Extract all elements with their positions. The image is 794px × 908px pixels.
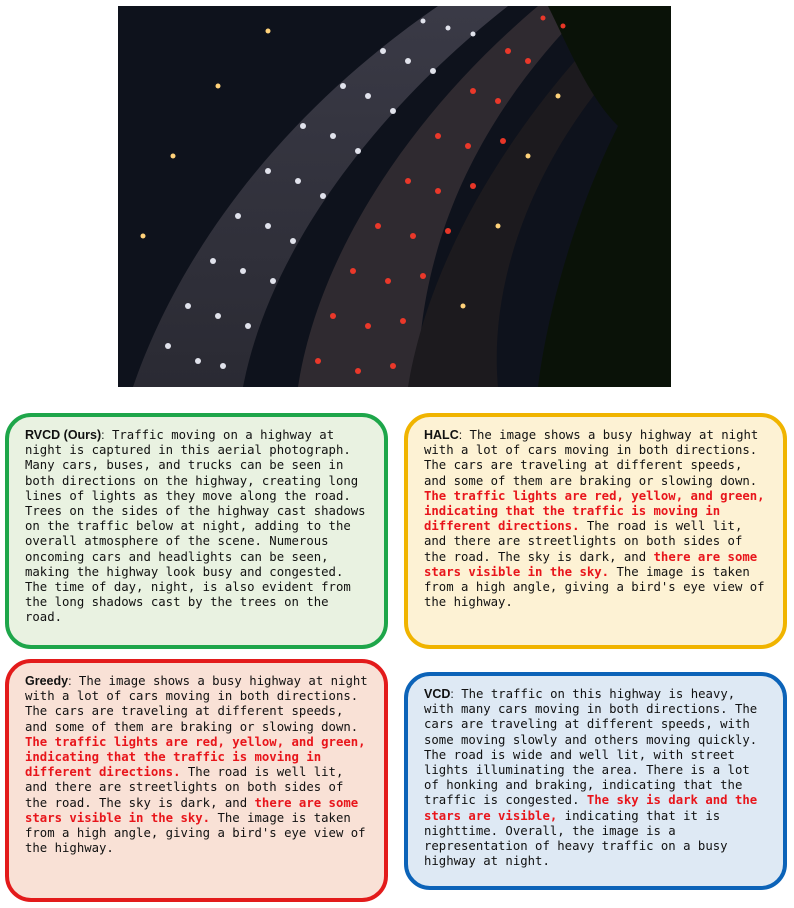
- caption-text-greedy-2: The road is well lit, and there are streetlights on both sides of the road. The sky is dark, and: [25, 765, 344, 810]
- caption-box-halc: HALC: The image shows a busy highway at night with a lot of cars moving in both directions. The cars are traveling at different speeds, and some of them are braking or slowing down. The traffic lights are red, yellow, and green, indicating that the traffic is moving in different directions. The road is well lit, and there are streetlights on both sides of the road. The sky is dark, and there are some stars visible in the sky. The image is taken from a high angle, giving a bird's eye view of the highway.: [404, 413, 787, 649]
- caption-box-vcd: VCD: The traffic on this highway is heavy, with many cars moving in both directions. The cars are traveling at different speeds, with some moving slowly and others moving quickly. The road is wide and well lit, with street lights illuminating the area. There is a lot of honking and braking, indicating that the traffic is congested. The sky is dark and the stars are visible, indicating that it is nighttime. Overall, the image is a representation of heavy traffic on a busy highway at night.: [404, 672, 787, 890]
- highway-night-photo: [118, 6, 671, 387]
- caption-text-vcd-1: The traffic on this highway is heavy, with many cars moving in both directions. The cars are traveling at different speeds, with some moving slowly and others moving quickly. The road is wide and well lit, with street lights illuminating the area. There is a lot of honking and braking, indicating that the traffic is congested.: [424, 687, 758, 808]
- highway-scene-graphic: [118, 6, 671, 387]
- hallucination-highlight: The traffic lights are red, yellow, and green, indicating that the traffic is moving in different directions.: [424, 488, 765, 534]
- caption-text-halc-3: The image is taken from a high angle, giving a bird's eye view of the highway.: [424, 564, 765, 610]
- caption-label-vcd: VCD: [424, 687, 451, 701]
- caption-label-halc: HALC: [424, 428, 459, 442]
- caption-box-rvcd: RVCD (Ours): Traffic moving on a highway at night is captured in this aerial photograph. Many cars, buses, and trucks can be seen in both directions on the highway, creating long lines of lights as they move along the road. Trees on the sides of the highway cast shadows on the traffic below at night, adding to the overall atmosphere of the scene. Numerous oncoming cars and headlights can be seen, making the highway look busy and congested. The time of day, night, is also evident from the long shadows cast by the trees on the road.: [5, 413, 388, 649]
- caption-text-halc-2: The road is well lit, and there are streetlights on both sides of the road. The sky is dark, and: [424, 519, 743, 564]
- hallucination-highlight: there are some stars visible in the sky.: [424, 549, 758, 579]
- caption-text-greedy-3: The image is taken from a high angle, giving a bird's eye view of the highway.: [25, 810, 366, 856]
- caption-label-rvcd: RVCD (Ours): [25, 428, 102, 442]
- caption-text-rvcd: Traffic moving on a highway at night is captured in this aerial photograph. Many cars, buses, and trucks can be seen in both directions on the highway, creating long lines of lights as they move along the road. Trees on the sides of the highway cast shadows on the traffic below at night, adding to the overall atmosphere of the scene. Numerous oncoming cars and headlights can be seen, making the highway look busy and congested. The time of day, night, is also evident from the long shadows cast by the trees on the road.: [25, 428, 366, 625]
- hallucination-highlight: there are some stars visible in the sky.: [25, 795, 359, 825]
- caption-text-greedy-1: The image shows a busy highway at night with a lot of cars moving in both directions. The cars are traveling at different speeds, and some of them are braking or slowing down.: [25, 674, 368, 734]
- hallucination-highlight: The traffic lights are red, yellow, and green, indicating that the traffic is moving in different directions.: [25, 734, 366, 780]
- hallucination-highlight: The sky is dark and the stars are visible,: [424, 793, 758, 823]
- caption-text-halc-1: The image shows a busy highway at night with a lot of cars moving in both directions. The cars are traveling at different speeds, and some of them are braking or slowing down.: [424, 428, 759, 488]
- caption-label-greedy: Greedy: [25, 674, 69, 688]
- caption-box-greedy: Greedy: The image shows a busy highway at night with a lot of cars moving in both directions. The cars are traveling at different speeds, and some of them are braking or slowing down. The traffic lights are red, yellow, and green, indicating that the traffic is moving in different directions. The road is well lit, and there are streetlights on both sides of the road. The sky is dark, and there are some stars visible in the sky. The image is taken from a high angle, giving a bird's eye view of the highway.: [5, 659, 388, 902]
- caption-text-vcd-2: indicating that it is nighttime. Overall, the image is a representation of heavy traffic on a busy highway at night.: [424, 808, 728, 869]
